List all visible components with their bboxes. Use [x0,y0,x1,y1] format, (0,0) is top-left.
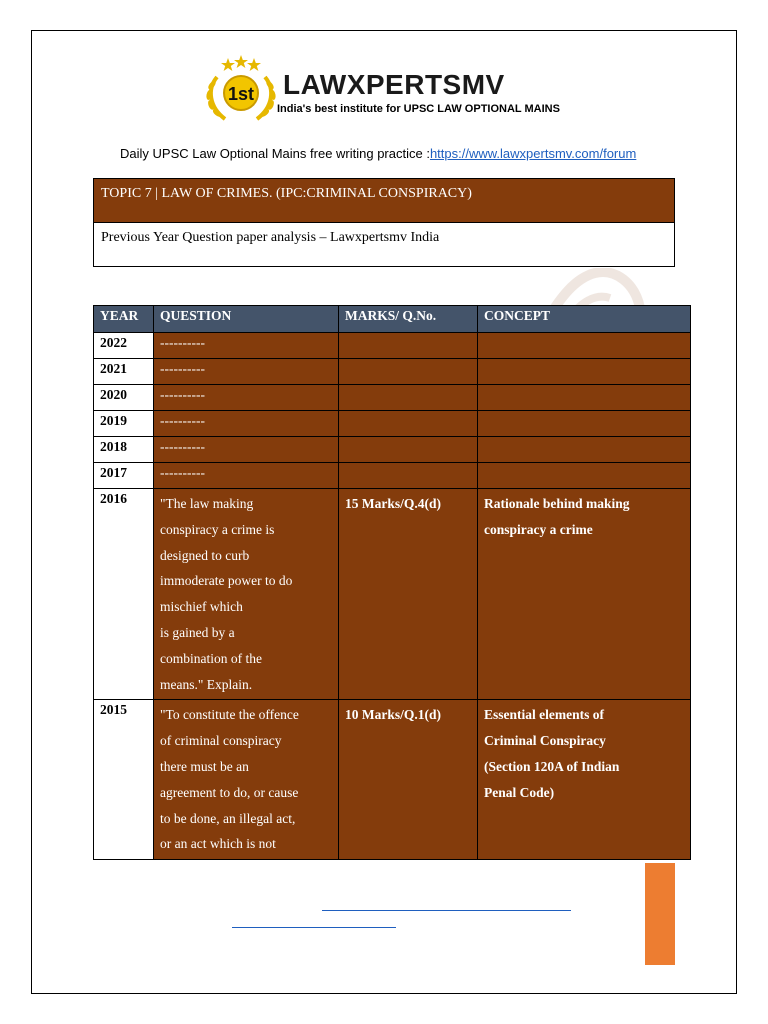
header-concept: CONCEPT [478,306,691,333]
row-concept [478,411,691,437]
accent-bar [645,863,675,965]
row-year: 2022 [94,333,154,359]
row-concept [478,385,691,411]
row-marks: 10 Marks/Q.1(d) [339,700,478,860]
table-row [94,411,691,437]
brand-tagline: India's best institute for UPSC LAW OPTIONAL MAINS [277,103,560,115]
table-row [94,385,691,411]
row-concept [478,437,691,463]
row-marks [339,359,478,385]
footer-link-underline[interactable] [322,910,571,911]
row-concept [478,359,691,385]
row-question: ---------- [154,385,339,411]
row-marks [339,411,478,437]
badge-text: 1st [227,84,255,104]
brand-logo [203,55,560,125]
row-question: ---------- [154,359,339,385]
row-concept [478,463,691,489]
row-question: ---------- [154,463,339,489]
row-marks [339,333,478,359]
topic-subtitle: Previous Year Question paper analysis – Lawxpertsmv India [101,230,440,245]
pyq-table [93,305,691,860]
topic-title: TOPIC 7 | LAW OF CRIMES. (IPC:CRIMINAL CONSPIRACY) [94,179,674,223]
table-row [94,700,691,860]
row-concept: Rationale behind making conspiracy a crime [478,489,691,700]
row-question: ---------- [154,333,339,359]
row-marks [339,437,478,463]
row-marks [339,385,478,411]
row-year: 2021 [94,359,154,385]
topic-box [93,178,675,267]
row-year: 2020 [94,385,154,411]
row-question: "The law making conspiracy a crime is designed to curb immoderate power to do mischief which is gained by a combination of the means." Explain. [154,489,339,700]
table-row [94,489,691,700]
table-row [94,463,691,489]
intro-text: Daily UPSC Law Optional Mains free writing practice : [120,146,430,161]
intro-line [120,146,636,161]
header-question: QUESTION [154,306,339,333]
row-year: 2015 [94,700,154,860]
row-year: 2018 [94,437,154,463]
row-marks [339,463,478,489]
row-marks: 15 Marks/Q.4(d) [339,489,478,700]
footer-link-underline[interactable] [232,927,396,928]
table-row [94,333,691,359]
row-question: ---------- [154,437,339,463]
row-year: 2016 [94,489,154,700]
row-concept [478,333,691,359]
laurel-badge-icon [203,55,279,125]
row-year: 2019 [94,411,154,437]
header-year: YEAR [94,306,154,333]
table-header-row [94,306,691,333]
row-question: "To constitute the offence of criminal conspiracy there must be an agreement to do, or cause to be done, an illegal act, or an act which is not [154,700,339,860]
row-concept: Essential elements of Criminal Conspiracy (Section 120A of Indian Penal Code) [478,700,691,860]
row-question: ---------- [154,411,339,437]
row-year: 2017 [94,463,154,489]
forum-link[interactable]: https://www.lawxpertsmv.com/forum [429,146,637,161]
table-row [94,359,691,385]
brand-name: LAWXPERTSMV [283,69,505,100]
header-marks: MARKS/ Q.No. [339,306,478,333]
table-row [94,437,691,463]
